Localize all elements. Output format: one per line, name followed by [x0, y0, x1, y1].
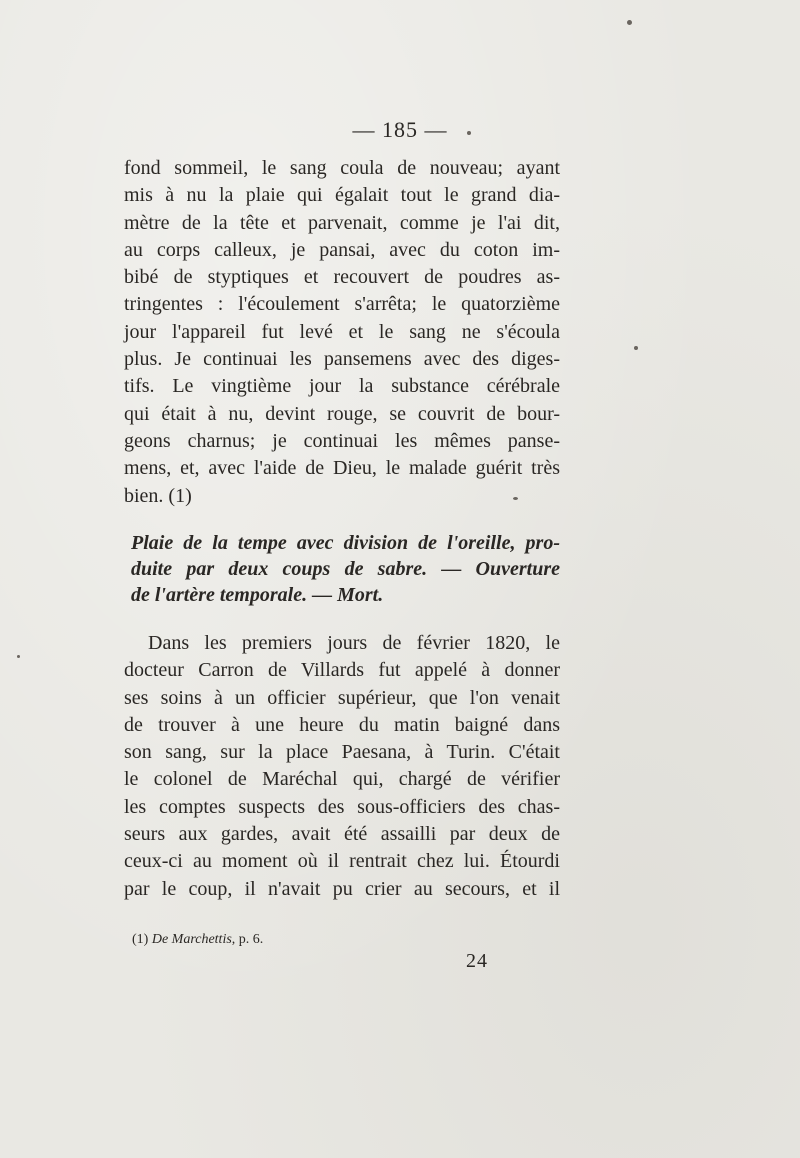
text-line: par le coup, il n'avait pu crier au secours, et il [124, 877, 560, 900]
footnote-page-ref: , p. 6. [231, 932, 264, 947]
text-line: ses soins à un officier supérieur, que l'on venait [124, 686, 560, 709]
text-line: tifs. Le vingtième jour la substance cérébrale [124, 375, 560, 398]
heading-line: de l'artère temporale. — Mort. [131, 584, 384, 606]
paragraph-case-report [124, 630, 560, 903]
text-line: mis à nu la plaie qui égalait tout le grand dia- [124, 184, 560, 207]
page-number-header: — 185 — [352, 117, 448, 142]
paper-speck [627, 20, 632, 25]
text-line: ceux-ci au moment où il rentrait chez lui. Étourdi [124, 850, 560, 873]
text-line: bien. (1) [124, 484, 192, 507]
text-line: plus. Je continuai les pansemens avec des diges- [124, 348, 560, 371]
section-heading [131, 530, 560, 608]
footnote [132, 930, 263, 950]
heading-line: Plaie de la tempe avec division de l'oreille, pro- [131, 532, 560, 554]
text-line: mens, et, avec l'aide de Dieu, le malade guérit très [124, 457, 560, 480]
text-line: seurs aux gardes, avait été assailli par deux de [124, 823, 560, 846]
paper-speck [634, 346, 638, 350]
signature-mark: 24 [466, 950, 488, 972]
text-line: tringentes : l'écoulement s'arrêta; le quatorzième [124, 293, 560, 316]
text-line: fond sommeil, le sang coula de nouveau; ayant [124, 157, 560, 179]
text-line: son sang, sur la place Paesana, à Turin. C'était [124, 741, 560, 764]
text-line: le colonel de Maréchal qui, chargé de vérifier [124, 768, 560, 791]
text-line: de trouver à une heure du matin baigné dans [124, 713, 560, 736]
text-line: docteur Carron de Villards fut appelé à donner [124, 659, 560, 682]
heading-line: duite par deux coups de sabre. — Ouverture [131, 558, 560, 580]
paragraph-continued [124, 155, 560, 510]
text-line: Dans les premiers jours de février 1820, le [148, 632, 560, 654]
paper-speck [17, 655, 20, 658]
text-line: qui était à nu, devint rouge, se couvrit de bour- [124, 402, 560, 425]
text-line: au corps calleux, je pansai, avec du coton im- [124, 238, 560, 261]
text-line: bibé de styptiques et recouvert de poudres as- [124, 266, 560, 289]
text-line: jour l'appareil fut levé et le sang ne s'écoula [124, 320, 560, 343]
footnote-source: De Marchettis [151, 932, 232, 947]
text-line: mètre de la tête et parvenait, comme je l'ai dit, [124, 211, 560, 234]
text-line: geons charnus; je continuai les mêmes panse- [124, 429, 560, 452]
text-line: les comptes suspects des sous-officiers des chas- [124, 795, 560, 818]
footnote-marker: (1) [132, 932, 149, 947]
